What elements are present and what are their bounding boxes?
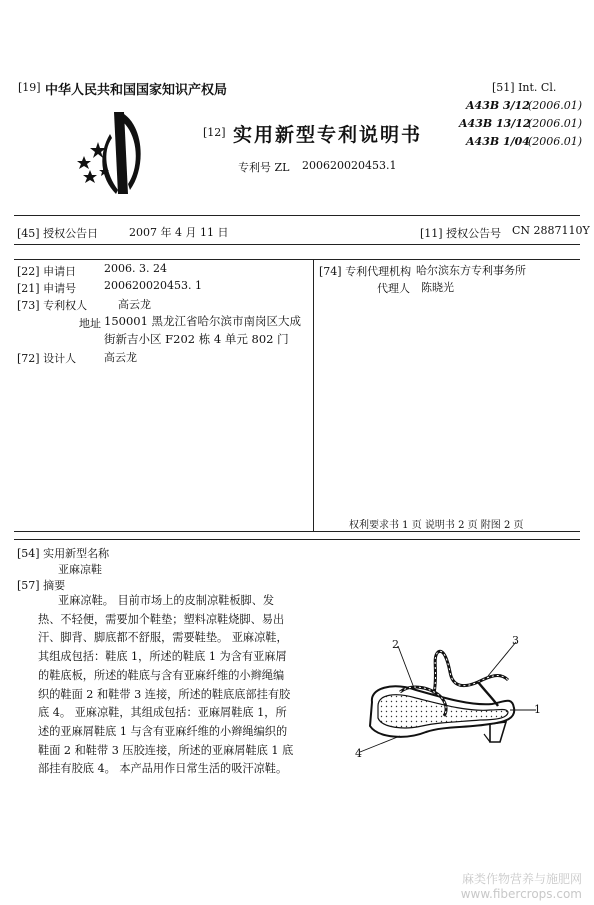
f73-label: [73] 专利权人: [17, 299, 88, 312]
f22-value: 2006. 3. 24: [104, 262, 167, 275]
divider: [14, 259, 580, 260]
f22-label: [22] 申请日: [17, 265, 77, 278]
code-19: [19]: [18, 81, 41, 94]
ipc-version: (2006.01): [528, 117, 583, 130]
ipc-code: A43B 1/04: [466, 135, 530, 148]
document-type-title: 实用新型专利说明书: [233, 124, 423, 146]
watermark-line: www.fibercrops.com: [460, 887, 582, 901]
f72-label: [72] 设计人: [17, 352, 77, 365]
f45-label: [45] 授权公告日: [17, 227, 99, 240]
abstract-line: 底 4。 亚麻凉鞋，其组成包括：亚麻屑鞋底 1，所: [38, 706, 287, 720]
watermark: [461, 872, 582, 902]
f73-value: 高云龙: [118, 298, 151, 311]
ipc-row: [459, 117, 583, 130]
abstract-line: 汗、脚背、脚底都不舒服，需要鞋垫。 亚麻凉鞋，: [38, 631, 288, 645]
abstract-line: 鞋面 2 和鞋带 3 压胶连接，所述的亚麻屑鞋底 1 底: [38, 743, 294, 757]
f54-label: [54] 实用新型名称: [17, 547, 110, 560]
patent-number-label: 专利号 ZL: [238, 161, 290, 174]
abstract-line: 亚麻凉鞋。 目前市场上的皮制凉鞋板脚、发: [58, 594, 275, 607]
divider: [14, 244, 580, 245]
abstract-line: 述的亚麻屑鞋底 1 与含有亚麻纤维的小辫绳编织的: [38, 724, 288, 738]
f11-value: CN 2887110Y: [512, 224, 590, 237]
abstract-line: 织的鞋面 2 和鞋带 3 连接，所述的鞋底底部挂有胶: [38, 687, 291, 701]
agent-value: 陈晓光: [421, 281, 454, 294]
f11-label: [11] 授权公告号: [420, 227, 502, 240]
office-name: 中华人民共和国国家知识产权局: [45, 83, 228, 98]
address-line: 150001 黑龙江省哈尔滨市南岗区大成: [104, 314, 302, 328]
figure-label: 3: [512, 634, 519, 647]
figure-label: 2: [392, 638, 399, 651]
ipc-row: [466, 135, 583, 148]
patent-number: 200620020453.1: [302, 159, 397, 172]
abstract-text: [38, 592, 308, 779]
address-label: 地址: [79, 317, 101, 330]
column-divider: [313, 259, 314, 532]
f74-value: 哈尔滨东方专利事务所: [416, 264, 526, 277]
f45-value: 2007 年 4 月 11 日: [129, 226, 229, 239]
address-line: 街新吉小区 F202 栋 4 单元 802 门: [104, 332, 289, 346]
f72-value: 高云龙: [104, 351, 137, 364]
code-51: [51] Int. Cl.: [492, 81, 557, 94]
figure-label: 4: [355, 747, 362, 760]
ipc-code: A43B 13/12: [459, 117, 531, 130]
abstract-line: 热、不轻便，需要加个鞋垫；塑料凉鞋烧脚、易出: [38, 612, 285, 626]
code-12: [12]: [203, 126, 226, 139]
abstract-line: 其组成包括：鞋底 1，所述的鞋底 1 为含有亚麻屑: [38, 650, 287, 664]
abstract-line: 的鞋底板，所述的鞋底与含有亚麻纤维的小辫绳编: [38, 668, 285, 682]
divider: [14, 215, 580, 216]
f21-value: 200620020453. 1: [104, 279, 202, 292]
abstract-line: 部挂有胶底 4。 本产品用作日常生活的吸汗凉鞋。: [38, 762, 288, 776]
ipc-version: (2006.01): [528, 99, 583, 112]
divider: [14, 539, 580, 540]
f57-label: [57] 摘要: [17, 579, 66, 592]
divider: [14, 531, 580, 532]
page-count-note: 权利要求书 1 页 说明书 2 页 附图 2 页: [349, 520, 524, 531]
f21-label: [21] 申请号: [17, 282, 77, 295]
sipo-logo: [70, 108, 150, 198]
watermark-line: 麻类作物营养与施肥网: [461, 872, 582, 886]
sandal-figure: [340, 630, 560, 765]
utility-model-title: 亚麻凉鞋: [58, 563, 102, 576]
f74-label: [74] 专利代理机构: [319, 265, 412, 278]
ipc-row: [466, 99, 583, 112]
agent-label: 代理人: [377, 282, 410, 295]
figure-label: 1: [534, 703, 541, 716]
ipc-version: (2006.01): [528, 135, 583, 148]
ipc-code: A43B 3/12: [466, 99, 530, 112]
